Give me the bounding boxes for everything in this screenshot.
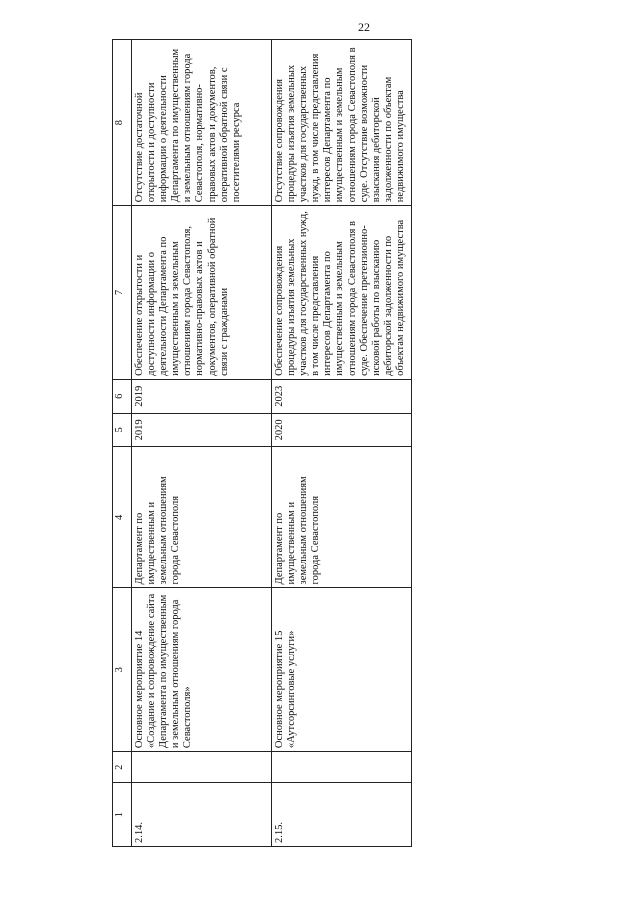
column-header-6: 6 <box>113 379 132 413</box>
event-name: Основное мероприятие 14 «Создание и сопровождение сайта Департамента по имущественным и земельным отношениям города Севастополя» <box>132 588 272 752</box>
consequences-of-non-implementation: Отсутствие сопровождения процедуры изъятия земельных участков для государственных нужд, в том числе представления интересов Департамента по имущественным и земельным отношениям города Севастополя в суде. Отсутствие возможности взыскания дебиторской задолженности по объектам недвижимого имущества <box>272 40 412 206</box>
column-header-1: 1 <box>113 783 132 847</box>
table-row <box>132 40 272 847</box>
row-number: 2.14. <box>132 783 272 847</box>
rotated-table-container <box>112 39 410 847</box>
consequences-of-non-implementation: Отсутствие достаточной открытости и доступности информации о деятельности Департамента по имущественным и земельным отношениям города Севастополя, нормативно-правовых актов и документов, оперативной обратной связи с посетителями ресурса <box>132 40 272 206</box>
column-header-7: 7 <box>113 206 132 380</box>
event-name: Основное мероприятие 15 «Аутсорсинговые услуги» <box>272 588 412 752</box>
column-header-3: 3 <box>113 588 132 752</box>
column-header-2: 2 <box>113 752 132 783</box>
row-number: 2.15. <box>272 783 412 847</box>
table-row <box>272 40 412 847</box>
end-year: 2019 <box>132 379 272 413</box>
empty-cell <box>272 752 412 783</box>
column-header-5: 5 <box>113 413 132 447</box>
column-header-4: 4 <box>113 447 132 588</box>
empty-cell <box>132 752 272 783</box>
program-events-table <box>112 39 412 847</box>
responsible-executor: Департамент по имущественным и земельным отношениям города Севастополя <box>272 447 412 588</box>
expected-result: Обеспечение сопровождения процедуры изъятия земельных участков для государственных нужд, в том числе представления интересов Департамента по имущественным и земельным отношениям города Севастополя в суде. Обеспечение претензионно-исковой работы по взысканию дебиторской задолженности по объектам недвижимого имущества <box>272 206 412 380</box>
responsible-executor: Департамент по имущественным и земельным отношениям города Севастополя <box>132 447 272 588</box>
start-year: 2020 <box>272 413 412 447</box>
end-year: 2023 <box>272 379 412 413</box>
page-number: 22 <box>358 20 370 34</box>
start-year: 2019 <box>132 413 272 447</box>
expected-result: Обеспечение открытости и доступности информации о деятельности Департамента по имущественным и земельным отношениям города Севастополя, нормативно-правовых актов и документов, оперативной обратной связи с гражданами <box>132 206 272 380</box>
table-header-row <box>113 40 132 847</box>
column-header-8: 8 <box>113 40 132 206</box>
